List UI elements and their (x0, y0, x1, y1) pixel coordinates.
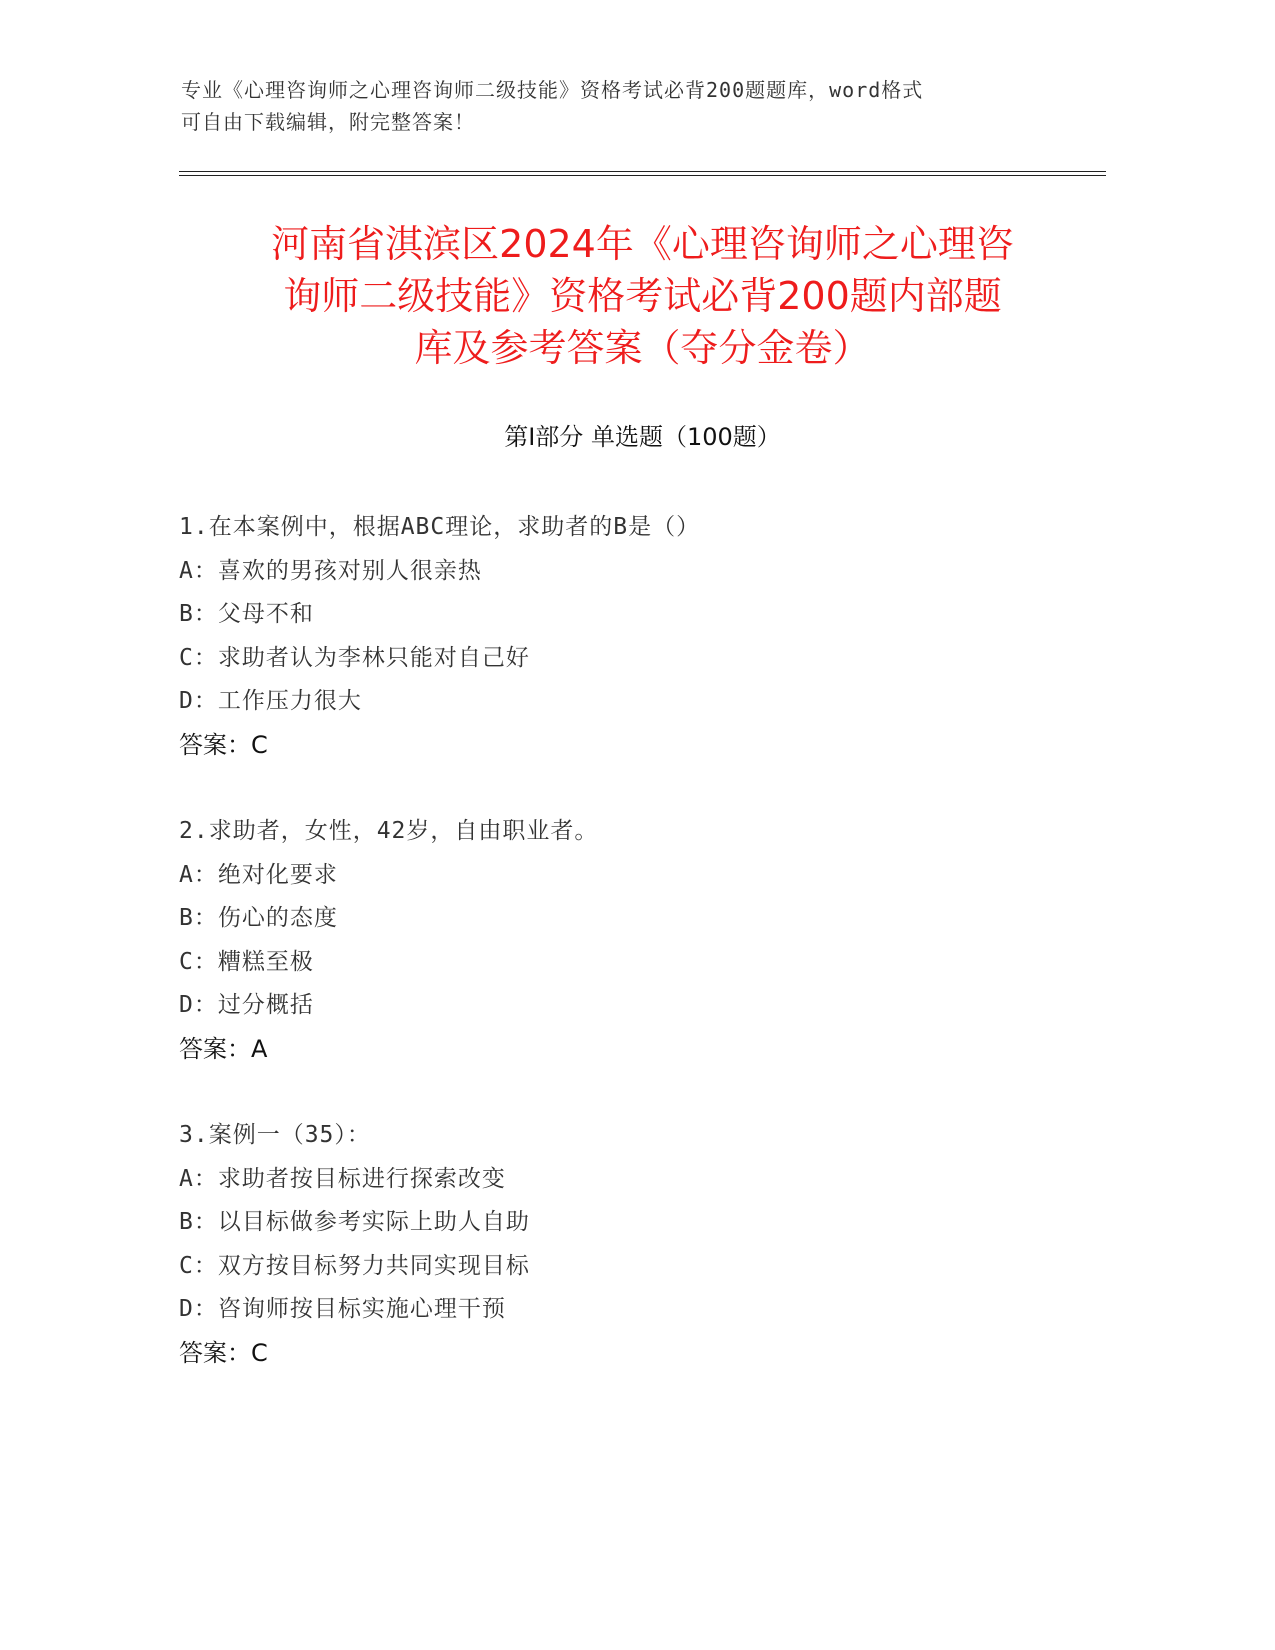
title-line-2: 询师二级技能》资格考试必背200题内部题 (283, 274, 1002, 318)
option-a: A：绝对化要求 (179, 861, 338, 888)
question-list (179, 506, 1106, 1418)
answer-line: 答案：A (179, 1034, 268, 1063)
option-d: D：过分概括 (179, 992, 314, 1018)
intro-line-2: 可自由下载编辑，附完整答案！ (181, 110, 475, 134)
document-title (179, 218, 1106, 374)
answer-line: 答案：C (179, 730, 268, 759)
question-stem: 2.求助者，女性，42岁，自由职业者。 (179, 818, 599, 844)
title-line-1: 河南省淇滨区2024年《心理咨询师之心理咨 (271, 222, 1014, 266)
title-line-3: 库及参考答案（夺分金卷） (414, 326, 871, 370)
question-item (179, 506, 1106, 767)
option-d: D：工作压力很大 (179, 688, 362, 714)
option-b: B：以目标做参考实际上助人自助 (179, 1209, 530, 1235)
question-item (179, 1114, 1106, 1375)
option-c: C：糟糕至极 (179, 948, 314, 975)
option-a: A：求助者按目标进行探索改变 (179, 1165, 506, 1192)
question-stem: 3.案例一（35）： (179, 1122, 371, 1148)
option-c: C：双方按目标努力共同实现目标 (179, 1252, 530, 1279)
option-c: C：求助者认为李林只能对自己好 (179, 644, 530, 671)
option-d: D：咨询师按目标实施心理干预 (179, 1296, 506, 1322)
option-b: B：伤心的态度 (179, 905, 338, 931)
option-b: B：父母不和 (179, 601, 314, 627)
header-divider-top (179, 171, 1106, 172)
header-divider-bottom (179, 175, 1106, 176)
option-a: A：喜欢的男孩对别人很亲热 (179, 557, 482, 584)
answer-line: 答案：C (179, 1338, 268, 1367)
question-stem: 1.在本案例中，根据ABC理论，求助者的B是（） (179, 514, 701, 540)
section-heading: 第Ⅰ部分 单选题（100题） (504, 423, 781, 451)
question-item (179, 810, 1106, 1071)
intro-text (181, 74, 1041, 138)
intro-line-1: 专业《心理咨询师之心理咨询师二级技能》资格考试必背200题题库，word格式 (181, 78, 924, 102)
